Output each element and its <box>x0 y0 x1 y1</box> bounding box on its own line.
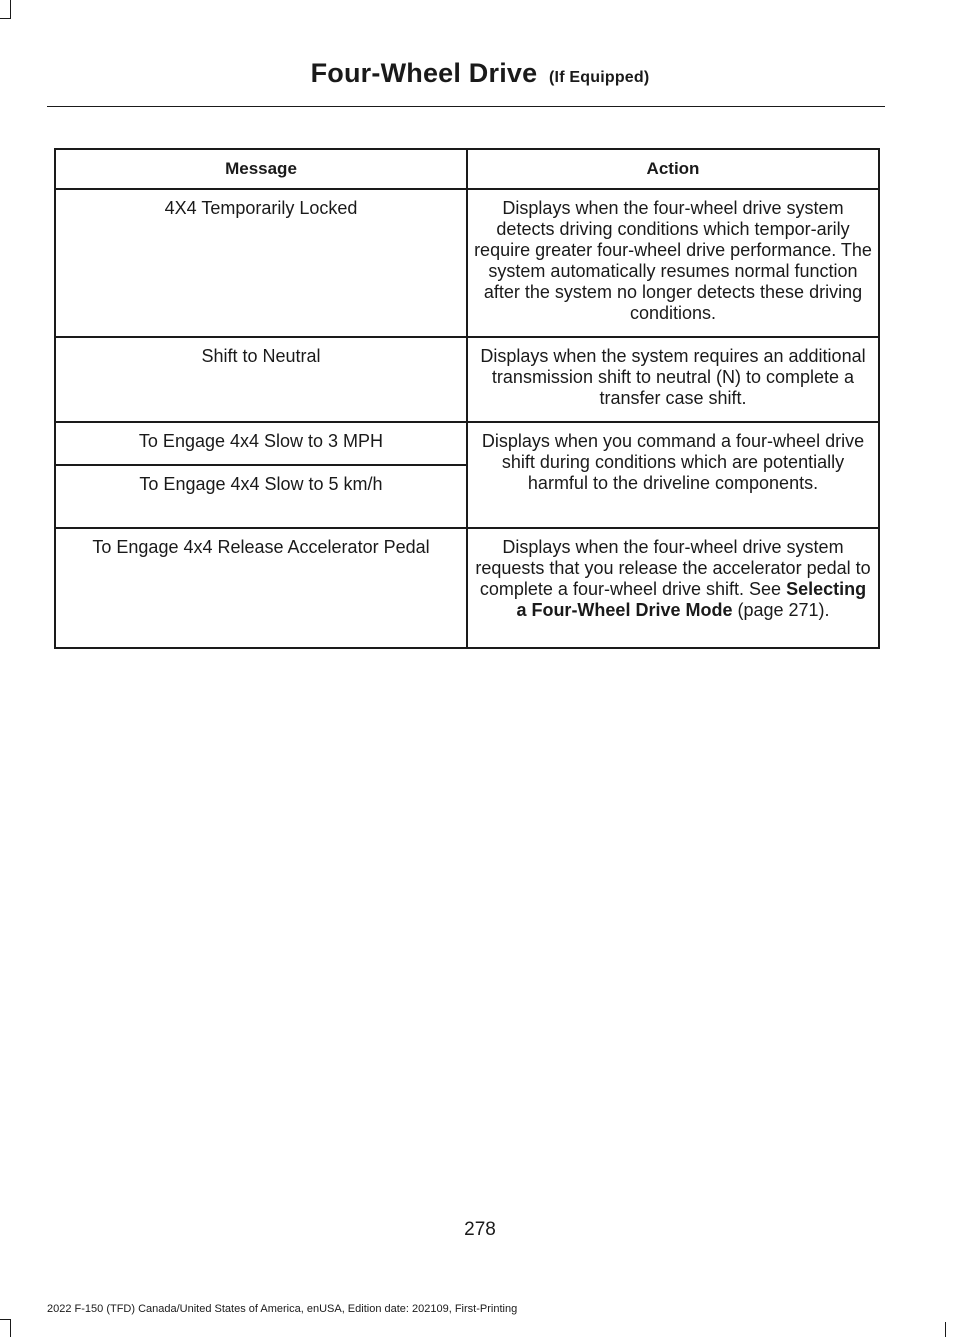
message-cell: To Engage 4x4 Slow to 5 km/h <box>55 465 467 528</box>
crop-mark-bottom-right <box>945 1322 946 1337</box>
message-cell: 4X4 Temporarily Locked <box>55 189 467 337</box>
action-cell: Displays when you command a four-wheel drive shift during conditions which are potentially harmful to the driveline components. <box>467 422 879 528</box>
column-header-action: Action <box>467 149 879 189</box>
column-header-message: Message <box>55 149 467 189</box>
crop-mark-top-left <box>10 0 11 18</box>
crop-mark-bottom-left <box>10 1319 11 1337</box>
page-subtitle: (If Equipped) <box>549 69 650 86</box>
table-header-row <box>55 149 879 189</box>
table-row <box>55 422 879 465</box>
page-title: Four-Wheel Drive <box>310 58 538 88</box>
crop-mark-top-left-horizontal <box>0 18 11 19</box>
message-cell: Shift to Neutral <box>55 337 467 422</box>
page-reference: (page 271). <box>737 600 830 620</box>
cross-reference-link[interactable]: Selecting a Four-Wheel Drive Mode <box>516 579 867 620</box>
message-cell: To Engage 4x4 Release Accelerator Pedal <box>55 528 467 648</box>
header-divider <box>47 106 885 107</box>
action-cell <box>467 528 879 648</box>
table-row <box>55 189 879 337</box>
footer-edition-info: 2022 F-150 (TFD) Canada/United States of America, enUSA, Edition date: 202109, First-Printing <box>47 1303 518 1315</box>
action-text: Displays when the four-wheel drive system requests that you release the accelerator pedal to complete a four-wheel drive shift. See <box>475 537 871 599</box>
action-cell: Displays when the four-wheel drive system detects driving conditions which tempor-arily require greater four-wheel drive performance. The system automatically resumes normal function after the system no longer detects these driving conditions. <box>467 189 879 337</box>
action-cell: Displays when the system requires an additional transmission shift to neutral (N) to complete a transfer case shift. <box>467 337 879 422</box>
table-row <box>55 337 879 422</box>
page-header <box>0 58 960 89</box>
table-row <box>55 528 879 648</box>
crop-mark-bottom-left-horizontal <box>0 1319 11 1320</box>
message-table <box>54 148 880 649</box>
page-number: 278 <box>464 1219 496 1240</box>
message-cell: To Engage 4x4 Slow to 3 MPH <box>55 422 467 465</box>
